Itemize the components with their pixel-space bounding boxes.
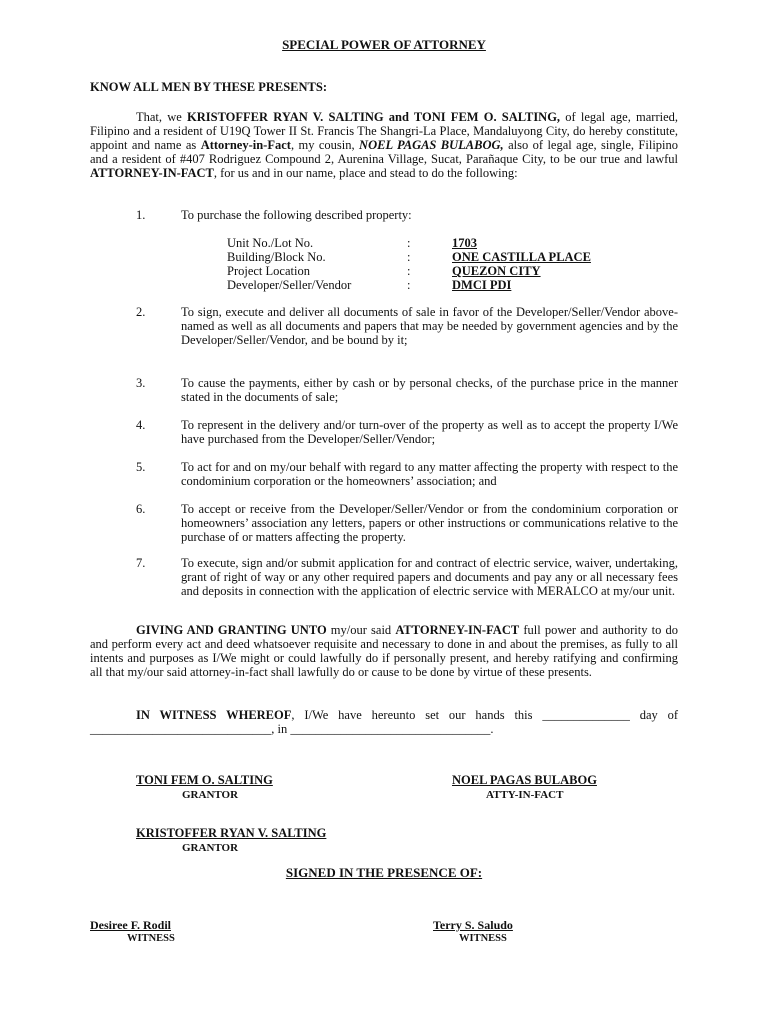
grantor1-signature [136,773,273,787]
item-text: To purchase the following described property: [181,208,412,222]
property-label: Building/Block No. [227,250,326,264]
list-item [136,305,678,347]
aif-name: NOEL PAGAS BULABOG [452,773,597,787]
property-value: ONE CASTILLA PLACE [452,250,591,264]
document-title: SPECIAL POWER OF ATTORNEY [282,37,486,52]
witness1-name: Desiree F. Rodil [90,918,171,932]
property-label: Developer/Seller/Vendor [227,278,352,292]
aif-signature [452,773,597,787]
item-text: To cause the payments, either by cash or by personal checks, of the purchase price in the manner stated in the documents of sale; [181,376,678,404]
property-row [227,278,647,292]
item-text: To sign, execute and deliver all documents of sale in favor of the Developer/Seller/Vendor above-named as well as all documents and papers that may be needed by government agencies and by the Developer/Seller/Vendor, and be bound by it; [181,305,678,347]
item-number: 6. [136,502,146,516]
item-number: 7. [136,556,146,570]
item-number: 5. [136,460,146,474]
list-item [136,556,678,598]
item-number: 3. [136,376,146,390]
witness2-role: WITNESS [459,933,507,944]
property-colon: : [407,264,411,278]
item-text: To execute, sign and/or submit application for and contract of electric service, waiver, undertaking, grant of right of way or any other required papers and documents and pay any or all necessary fees and deposits in connection with the application of electric service with MERALCO at my/our unit. [181,556,678,598]
witness-lead: IN WITNESS WHEREOF [136,708,292,722]
list-item [136,460,678,488]
list-item [136,376,678,404]
item-number: 2. [136,305,146,319]
attorney-in-fact-term: Attorney-in-Fact [200,138,291,152]
item-text: To represent in the delivery and/or turn-over of the property as well as to accept the property I/We have purchased from the Developer/Seller/Vendor; [181,418,678,446]
aif-role: ATTY-IN-FACT [486,789,564,801]
property-row [227,264,647,278]
giving-lead: GIVING AND GRANTING UNTO [136,623,327,637]
witness2-name: Terry S. Saludo [433,918,513,932]
intro-text-4: also of legal age, single, Filipino and a resident of #407 Rodriguez Compound 2, Aurenina Village, Sucat, Parañaque City, to be our true and lawful [90,138,679,166]
grantor2-signature [136,826,326,840]
property-label: Project Location [227,264,310,278]
intro-text-3: , my cousin, [290,138,360,152]
list-item [136,208,678,222]
attorney-in-fact-caps: ATTORNEY-IN-FACT [90,166,214,180]
property-value: 1703 [452,236,477,250]
property-colon: : [407,278,411,292]
property-colon: : [407,250,411,264]
intro-text-2: of legal age, married, Filipino and a resident of U19Q Tower II St. Francis The Shangri-La Place, Mandaluyong City, do hereby constitute, appoint and name as [90,110,679,152]
cousin-name: NOEL PAGAS BULABOG, [359,138,504,152]
list-item [136,418,678,446]
intro-text-1: That, we [136,110,187,124]
intro-paragraph [90,110,678,180]
signed-in-presence-heading: SIGNED IN THE PRESENCE OF: [285,865,483,880]
list-item [136,502,678,544]
grantor1-role: GRANTOR [182,789,239,801]
intro-text-5: , for us and in our name, place and stead to do the following: [213,166,518,180]
item-number: 1. [136,208,146,222]
grantors-names: KRISTOFFER RYAN V. SALTING and TONI FEM O. SALTING, [187,110,561,124]
grantor2-name: KRISTOFFER RYAN V. SALTING [136,826,327,840]
item-text: To accept or receive from the Developer/Seller/Vendor or from the condominium corporation or homeowners’ association any letters, papers or other instructions or communications relative to the purchase of or matters affecting the property. [181,502,678,544]
grantor1-name: TONI FEM O. SALTING [136,773,273,787]
witness-paragraph [90,708,678,736]
giving-text-1: my/our said [326,623,396,637]
property-row [227,236,647,250]
property-row [227,250,647,264]
property-value: QUEZON CITY [452,264,541,278]
witness-text: , I/We have hereunto set our hands this ______________ day of _____________________________, in ________________________________. [90,708,678,736]
giving-text-2: full power and authority to do and perform every act and deed whatsoever requisite and necessary to done in and about the premises, as fully to all intents and purposes as I/We might or could lawfully do if personally present, and hereby ratifying and confirming all that my/our said attorney-in-fact shall lawfully do or cause to be done by virtue of these presents. [90,623,678,679]
giving-attorney-in-fact: ATTORNEY-IN-FACT [395,623,520,637]
witness1-role: WITNESS [127,933,175,944]
property-label: Unit No./Lot No. [227,236,314,250]
property-value: DMCI PDI [452,278,512,292]
know-all-heading: KNOW ALL MEN BY THESE PRESENTS: [90,80,327,94]
property-details [227,236,647,292]
grantor2-role: GRANTOR [182,842,239,854]
property-colon: : [407,236,411,250]
item-number: 4. [136,418,146,432]
item-text: To act for and on my/our behalf with regard to any matter affecting the property with respect to the condominium corporation or the homeowners’ association; and [181,460,678,488]
giving-paragraph [90,623,678,679]
